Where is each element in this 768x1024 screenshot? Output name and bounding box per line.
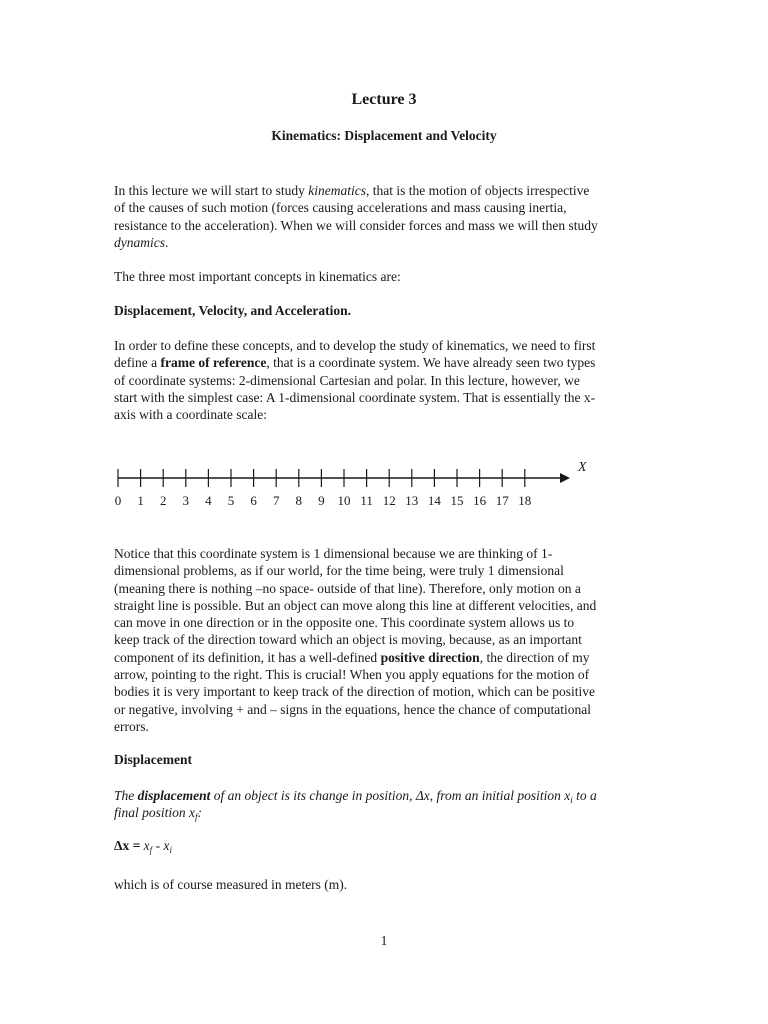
axis-tick-label: 18 (518, 493, 532, 508)
displacement-definition (114, 787, 654, 822)
frame-paragraph (114, 337, 654, 423)
notice-line: Notice that this coordinate system is 1 dimensional because we are thinking of 1- (114, 546, 553, 561)
notice-line: errors. (114, 718, 149, 734)
lecture-subtitle: Kinematics: Displacement and Velocity (271, 128, 497, 143)
frame-line: start with the simplest case: A 1-dimensional coordinate system. That is essentially the x- (114, 389, 596, 405)
frame-line: In order to define these concepts, and to develop the study of kinematics, we need to first (114, 338, 596, 353)
axis-tick-label: 2 (159, 493, 167, 508)
intro-line: resistance to the acceleration). When we will consider forces and mass we will then study (114, 217, 598, 233)
definition-line: final position $x_f$: (114, 805, 203, 823)
displacement-term: displacement (137, 788, 211, 803)
frame-of-reference-term: frame of reference (160, 355, 267, 371)
intro-line: of the causes of such motion (forces causing accelerations and mass causing inertia, (114, 200, 567, 216)
frame-line: axis with a coordinate scale: (114, 407, 267, 423)
axis-tick-label: 5 (227, 493, 235, 508)
tick-group (115, 469, 532, 508)
intro-line: In this lecture we will start to study kinematics, that is the motion of objects irrespective (114, 183, 590, 198)
positive-direction-term: positive direction (380, 649, 480, 665)
notice-line: straight line is possible. But an object can move along this line at different velocities, and (114, 597, 597, 613)
axis-tick-label: 4 (205, 493, 212, 508)
number-line-figure (108, 452, 608, 522)
axis-tick-label: 6 (250, 493, 257, 508)
notice-line: (meaning there is nothing –no space- outside of that line). Therefore, only motion on a (114, 580, 581, 596)
axis-tick-label: 9 (318, 493, 325, 508)
axis-tick-label: 1 (137, 493, 144, 508)
axis-tick-label: 7 (272, 493, 280, 508)
axis-tick-label: 15 (450, 493, 464, 508)
axis-tick-label: 8 (295, 493, 303, 508)
notice-line: dimensional problems, as if our world, for the time being, were truly 1 dimensional (114, 563, 564, 579)
notice-line: bodies it is very important to keep track of the direction of motion, which can be positive (114, 684, 596, 700)
number-line-svg (108, 452, 608, 522)
definition-line: The displacement of an object is its change in position, Δx, from an initial position $x_i$ to a (114, 788, 597, 805)
units-note: which is of course measured in meters (m). (114, 877, 348, 892)
axis-tick-label: 16 (473, 493, 487, 508)
page-number: 1 (380, 933, 388, 948)
displacement-heading: Displacement (114, 752, 192, 767)
lecture-title: Lecture 3 (351, 91, 417, 108)
frame-line: of coordinate systems: 2-dimensional Cartesian and polar. In this lecture, however, we (114, 372, 580, 388)
notice-line: can move in one direction or in the opposite one. This coordinate system allows us to (114, 615, 575, 631)
intro-paragraph (114, 182, 654, 251)
notice-line: component of its definition, it has a well-defined positive direction, the direction of my (114, 649, 590, 665)
axis-tick-label: 0 (114, 493, 122, 508)
axis-label: X (578, 460, 587, 475)
notice-line: arrow, pointing to the right. This is crucial! When you apply equations for the motion of (114, 667, 590, 683)
axis-tick-label: 11 (360, 493, 373, 508)
notice-line: keep track of the direction toward which an object is moving, because, as an important (114, 632, 582, 648)
axis-tick-label: 17 (495, 493, 509, 508)
notice-line: or negative, involving + and – signs in the equations, hence the chance of computational (114, 701, 591, 717)
axis-tick-label: 3 (182, 493, 190, 508)
axis-tick-label: 13 (405, 493, 419, 508)
concepts-lead: The three most important concepts in kinematics are: (114, 269, 401, 284)
axis-tick-label: 10 (337, 493, 351, 508)
concepts-heading: Displacement, Velocity, and Acceleration. (114, 303, 351, 318)
notice-paragraph (114, 545, 654, 735)
displacement-formula: $\Delta x = x_f - x_i$ (114, 838, 172, 855)
axis-tick-label: 12 (382, 493, 396, 508)
frame-line: define a frame of reference, that is a coordinate system. We have already seen two types (114, 355, 596, 371)
axis-arrowhead (560, 473, 570, 483)
intro-line: dynamics. (114, 234, 169, 250)
axis-tick-label: 14 (427, 493, 441, 508)
